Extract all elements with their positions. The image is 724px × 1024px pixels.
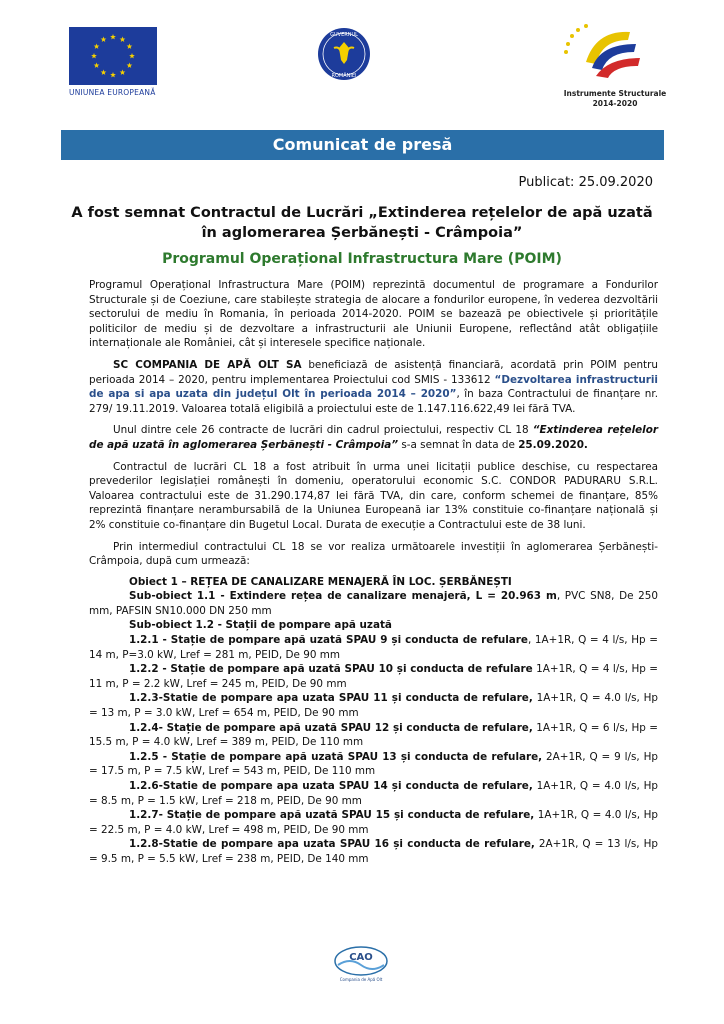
object-1-heading: Obiect 1 – REȚEA DE CANALIZARE MENAJERĂ ÎN LOC. ȘERBĂNEȘTI (129, 575, 512, 588)
list-item: 1.2.7- Stație de pompare apă uzată SPAU 15 și conducta de refulare, 1A+1R, Q = 4.0 l/s, Hp = 22.5 m, P = 4.0 kW, Lref = 498 m, PEID, De 90 mm (89, 809, 658, 836)
document-body (89, 278, 658, 867)
list-item: 1.2.6-Statie de pompare apa uzata SPAU 14 și conducta de refulare, 1A+1R, Q = 4.0 l/s, Hp = 8.5 m, P = 1.5 kW, Lref = 218 m, PEID, De 90 mm (89, 780, 658, 807)
instrumente-structurale-logo-icon (556, 22, 660, 88)
list-item: 1.2.3-Statie de pompare apa uzata SPAU 11 și conducta de refulare, 1A+1R, Q = 4.0 l/s, Hp = 13 m, P = 3.0 kW, Lref = 654 m, PEID, De 90 mm (89, 692, 658, 720)
investment-list (89, 575, 658, 867)
seal-text-top: GUVERNUL (330, 32, 358, 38)
government-seal-icon (316, 26, 372, 82)
document-title: A fost semnat Contractul de Lucrări „Extinderea rețelelor de apă uzată în aglomerarea Șerbănești - Crâmpoia” (71, 205, 653, 241)
list-item: 1.2.5 - Stație de pompare apă uzată SPAU 13 și conducta de refulare, 2A+1R, Q = 9 l/s, Hp = 17.5 m, P = 7.5 kW, Lref = 543 m, PEID, De 110 mm (89, 750, 658, 778)
list-item: 1.2.8-Statie de pompare apa uzata SPAU 16 și conducta de refulare, 2A+1R, Q = 13 l/s, Hp = 9.5 m, P = 5.5 kW, Lref = 238 m, PEID, De 140 mm (89, 838, 658, 865)
publish-date: Publicat: 25.09.2020 (518, 175, 653, 190)
header-logos (0, 0, 724, 120)
press-release-banner: Comunicat de presă (61, 130, 664, 160)
paragraph-contract-details: Contractul de lucrări CL 18 a fost atribuit în urma unei licitații publice deschise, cu respectarea prevederilor legislației românești în domeniu, operatorului economic S.C. CONDOR PADURARU S.R.L. Valoarea contractului este de 31.290.174,87 lei fără TVA, din care, conform schemei de finanțare, 85% reprezintă finanțare nerambursabilă de la Uniunea Europeană iar 13% constituie co-finanțare națională și 2% constituie co-finanțare din Bugetul Local. Durata de execuție a Contractului este de 38 luni. (89, 460, 658, 531)
paragraph-beneficiary: SC COMPANIA DE APĂ OLT SA beneficiază de asistență financiară, acordată prin POIM pentru perioada 2014 – 2020, pentru implementarea Proiectului cod SMIS - 133612 “Dezvoltarea infrastructurii de apa si apa uzata din județul Olt în perioada 2014 – 2020”, în baza Contractului de finanțare nr. 279/ 19.11.2019. Valoarea totală eligibilă a proiectului este de 1.147.116.622,49 lei fără TVA. (89, 358, 658, 415)
instrumente-structurale-label: Instrumente Structurale 2014-2020 (563, 89, 667, 108)
seal-text-bottom: ROMÂNIEI (331, 73, 357, 79)
sub-object-1-2: Sub-obiect 1.2 - Stații de pompare apă uzată (129, 619, 392, 632)
program-subtitle: Programul Operațional Infrastructura Mare (POIM) (162, 251, 562, 267)
sub-object-1-1: Sub-obiect 1.1 - Extindere rețea de canalizare menajeră, L = 20.963 m, PVC SN8, De 250 mm, PAFSIN SN10.000 DN 250 mm (89, 590, 658, 617)
paragraph-contract-signed: Unul dintre cele 26 contracte de lucrări din cadrul proiectului, respectiv CL 18 “Extinderea rețelelor de apă uzată în aglomerarea Șerbănești - Crâmpoia” s-a semnat în data de 25.09.2020. (89, 424, 659, 451)
list-item: 1.2.4- Stație de pompare apă uzată SPAU 12 și conducta de refulare, 1A+1R, Q = 6 l/s, Hp = 15.5 m, P = 4.0 kW, Lref = 389 m, PEID, De 110 mm (89, 721, 658, 749)
list-item: 1.2.2 - Stație de pompare apă uzată SPAU 10 și conducta de refulare 1A+1R, Q = 4 l/s, Hp = 11 m, P = 2.2 kW, Lref = 245 m, PEID, De 90 mm (89, 663, 658, 690)
paragraph-investments-intro: Prin intermediul contractului CL 18 se vor realiza următoarele investiții în aglomerarea Șerbănești-Crâmpoia, după cum urmează: (89, 540, 658, 568)
list-item: 1.2.1 - Stație de pompare apă uzată SPAU 9 și conducta de refulare, 1A+1R, Q = 4 l/s, Hp = 14 m, P=3.0 kW, Lref = 281 m, PEID, De 90 mm (89, 634, 658, 661)
footer-logo-text: CAO (349, 952, 373, 963)
eu-flag-icon (69, 27, 157, 85)
eu-label: UNIUNEA EUROPEANĂ (69, 88, 156, 97)
footer-logo-sub: Compania de Apă Olt (339, 977, 383, 982)
paragraph-poim: Programul Operațional Infrastructura Mare (POIM) reprezintă documentul de programare a Fondurilor Structurale și de Coeziune, care stabilește strategia de alocare a fondurilor europene, în vederea dezvoltării sectorului de mediu în Romania, în perioada 2014-2020. POIM se bazează pe obiectivele și prioritățile politicilor de mediu și de dezvoltare a infrastructurii ale Uniunii Europene, reflectând atât obligațiile internaționale ale României, cât și interesele specifice naționale. (89, 279, 658, 350)
compania-de-apa-olt-logo-icon (332, 943, 390, 983)
